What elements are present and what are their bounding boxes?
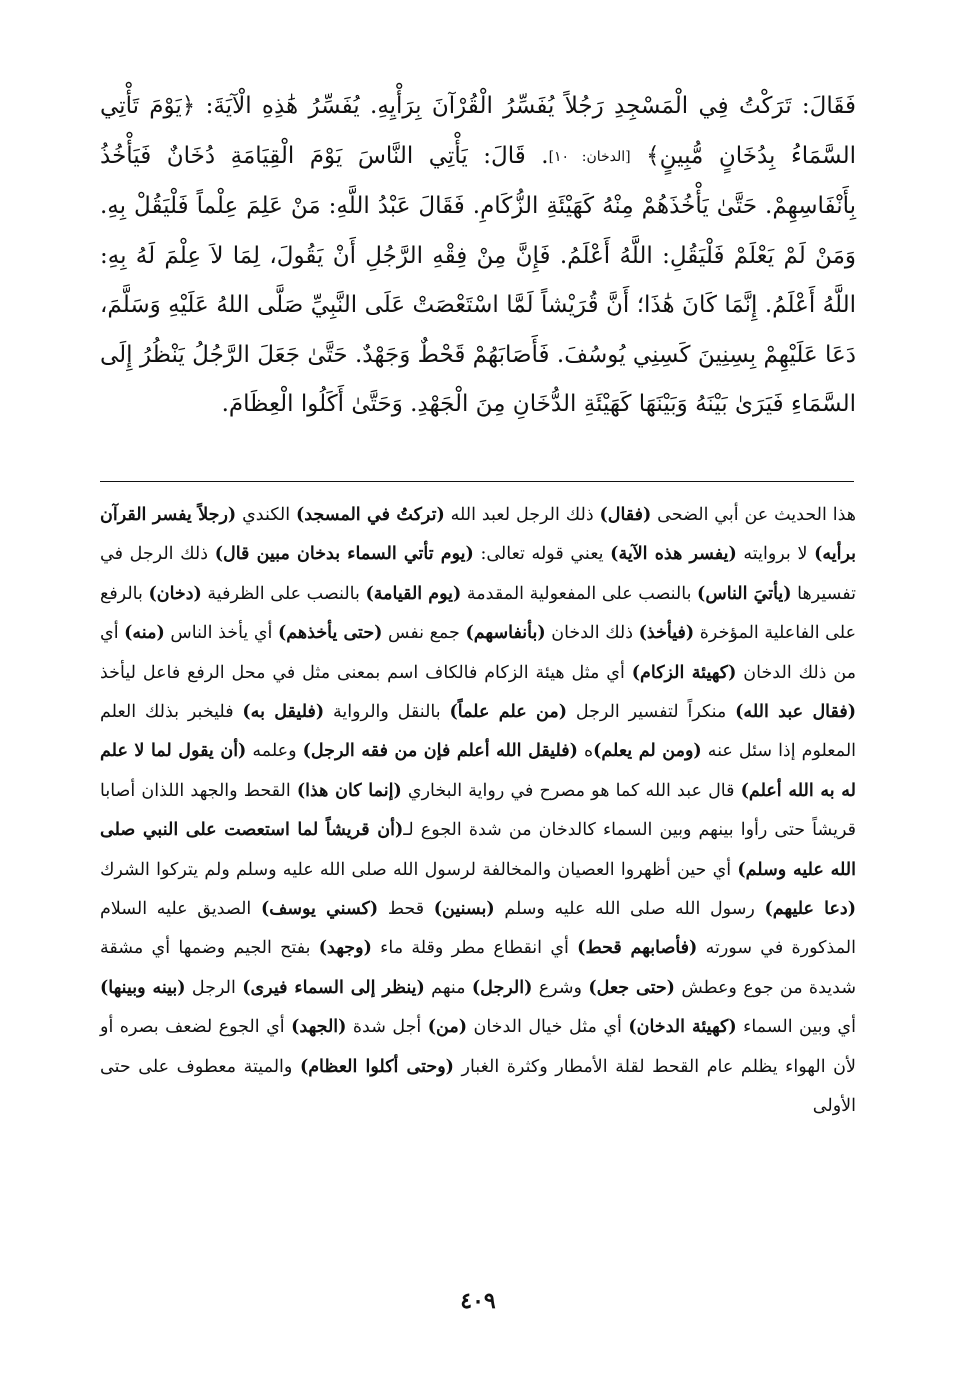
commentary-quote: (يوم تأتي السماء بدخان مبين قال) bbox=[214, 544, 474, 565]
verse-reference: [الدخان: ١٠] bbox=[548, 148, 631, 165]
commentary-segment: أي انقطاع مطر وقلة ماء bbox=[371, 938, 578, 959]
commentary-segment: يعني قوله تعالى: bbox=[473, 544, 611, 565]
commentary-quote: (رجلاً يفسر القرآن برأيه) bbox=[100, 505, 856, 565]
footnote-divider bbox=[100, 481, 854, 482]
commentary-quote: (حتى جعل) bbox=[588, 977, 675, 998]
commentary-quote: (دخان) bbox=[148, 583, 202, 604]
commentary-segment: قحط bbox=[378, 899, 434, 920]
hadith-paragraph bbox=[100, 82, 856, 430]
commentary-quote: (تركتُ في المسجد) bbox=[295, 505, 445, 525]
commentary-segment: وعلمه bbox=[246, 741, 303, 762]
commentary-segment: بفتح الجيم وضمها أي مشقة شديدة من جوع وعطش bbox=[100, 938, 857, 998]
commentary-quote: (فيأخذ) bbox=[638, 623, 695, 644]
commentary-quote: (الرجل) bbox=[471, 977, 533, 998]
commentary-segment: والميتة معطوف على حتى الأولى bbox=[100, 1056, 856, 1117]
commentary-segment: أي مثل هيئة الزكام فالكاف اسم بمعنى مثل في محل الرفع فاعل ليأخذ bbox=[100, 662, 632, 683]
commentary-quote: (من علم علماً) bbox=[449, 702, 568, 723]
commentary-quote: (كهيئة الزكام) bbox=[631, 662, 737, 683]
commentary-quote: (وجهد) bbox=[318, 938, 372, 959]
commentary-quote: (بأنفاسهم) bbox=[465, 623, 546, 644]
commentary-segment: بالنقل والرواية bbox=[324, 702, 450, 723]
commentary-quote: (ينظر إلى السماء فيرى) bbox=[242, 977, 425, 998]
commentary-segment: ذلك الرجل لعبد الله bbox=[444, 505, 600, 525]
commentary-quote: (فقال) bbox=[599, 505, 652, 525]
page-number: ٤٠٩ bbox=[460, 1288, 496, 1314]
commentary-segment: رسول الله صلى الله عليه وسلم bbox=[494, 899, 765, 920]
commentary-segment: أي مثل خيال الدخان bbox=[467, 1017, 629, 1038]
commentary-quote: (كسني يوسف) bbox=[260, 899, 379, 920]
commentary-quote: (الجهد) bbox=[291, 1017, 347, 1038]
commentary-text bbox=[100, 496, 856, 1127]
commentary-quote: (كهيئة الدخان) bbox=[628, 1017, 737, 1038]
commentary-segment: بالنصب على المفعولية المقدمة bbox=[461, 583, 698, 604]
commentary-quote: (إنما كان هذا) bbox=[296, 780, 402, 801]
commentary-quote: (أن قريشاً لما استعصت على النبي صلى الله عليه وسلم) bbox=[100, 820, 856, 880]
commentary-segment: فليخبر بذلك العلم المعلوم إذا سئل عنه bbox=[100, 702, 857, 762]
commentary-segment: قال عبد الله كما هو مصرح في رواية البخاري bbox=[401, 780, 741, 801]
commentary-quote: (منه) bbox=[124, 623, 165, 644]
commentary-segment: ذلك الرجل في تفسيرها bbox=[100, 544, 856, 604]
hadith-text-part-1: فَقَالَ: تَرَكْتُ فِي الْمَسْجِدِ رَجُلاً يُفَسِّرُ الْقُرْآنَ بِرَأْيِهِ. يُفَسِّرُ هَٰذِهِ الْآيَةَ: ﴿يَوْمَ تَأْتِي السَّمَاءُ بِدُخَانٍ مُّبِينٍ﴾ bbox=[100, 93, 857, 169]
commentary-paragraph bbox=[100, 496, 856, 1127]
commentary-segment: بالرفع على الفاعلية المؤخرة bbox=[100, 583, 857, 644]
commentary-quote: (حتى يأخذهم) bbox=[278, 623, 383, 644]
commentary-quote: (دعا عليهم) bbox=[764, 899, 856, 920]
commentary-quote: (بسنين) bbox=[433, 899, 495, 920]
commentary-quote: (فليقل به) bbox=[242, 702, 325, 723]
commentary-quote: (من) bbox=[427, 1017, 468, 1038]
commentary-segment: لا بروايته bbox=[736, 544, 815, 565]
commentary-segment: القحط والجهد اللذان أصابا قريشاً حتى رأوا بينهم وبين السماء كالدخان من شدة الجوع لـ bbox=[100, 780, 857, 841]
commentary-segment: الصديق عليه السلام المذكورة في سورته bbox=[100, 899, 857, 959]
hadith-text-part-2: . قَالَ: يَأْتِي النَّاسَ يَوْمَ الْقِيَامَةِ دُخَانٌ فَيَأْخُذُ بِأَنْفَاسِهِمْ. حَتَّىٰ يَأْخُذَهُمْ مِنْهُ كَهَيْئَةِ الزُّكَامِ. فَقَالَ عَبْدُ اللَّهِ: مَنْ عَلِمَ عِلْماً فَلْيَقُلْ بِهِ. وَمَنْ لَمْ يَعْلَمْ فَلْيَقُلِ: اللَّهُ أَعْلَمُ. فَإِنَّ مِنْ فِقْهِ الرَّجُلِ أَنْ يَقُولَ، لِمَا لاَ عِلْمَ لَهُ بِهِ: اللَّهُ أَعْلَمُ. إِنَّمَا كَانَ هَٰذَا؛ أَنَّ قُرَيْشاً لَمَّا اسْتَعْصَتْ عَلَى النَّبِيِّ صَلَّى اللهُ عَلَيْهِ وَسَلَّمَ، دَعَا عَلَيْهِمْ بِسِنِينَ كَسِنِي يُوسُفَ. فَأَصَابَهُمْ قَحْطٌ وَجَهْدٌ. حَتَّىٰ جَعَلَ الرَّجُلُ يَنْظُرُ إِلَى السَّمَاءِ فَيَرَىٰ بَيْنَهُ وَبَيْنَهَا كَهَيْئَةِ الدُّخَانِ مِنَ الْجَهْدِ. وَحَتَّىٰ أَكَلُوا الْعِظَامَ. bbox=[100, 142, 856, 417]
commentary-quote: (أن يقول لما لا علم له به الله أعلم) bbox=[100, 741, 857, 801]
commentary-quote: (ومن لم يعلم) bbox=[593, 741, 702, 762]
commentary-segment: هذا الحديث عن أبي الضحى bbox=[651, 505, 856, 525]
commentary-segment: وشرع bbox=[532, 977, 589, 998]
commentary-quote: (بينه وبينها) bbox=[100, 977, 186, 998]
commentary-segment: جمع نفس bbox=[382, 623, 466, 644]
hadith-text bbox=[100, 82, 856, 430]
commentary-quote: (وحتى أكلوا العظام) bbox=[299, 1056, 454, 1077]
commentary-segment: أي الجوع لضعف بصره أو لأن الهواء يظلم عام القحط لقلة الأمطار وكثرة الغبار bbox=[100, 1017, 856, 1077]
commentary-quote: (فأصابهم قحط) bbox=[577, 938, 698, 959]
commentary-segment: الكندي bbox=[236, 505, 296, 525]
commentary-segment: أجل شدة bbox=[346, 1017, 428, 1038]
commentary-segment: أي يأخذ الناس bbox=[164, 623, 278, 644]
commentary-segment: الرجل bbox=[185, 977, 243, 998]
commentary-quote: (يأتيَ الناس) bbox=[697, 583, 792, 604]
commentary-quote: (يوم القيامة) bbox=[365, 583, 462, 604]
commentary-quote: (فليقل الله أعلم فإن من فقه الرجل) bbox=[302, 741, 578, 762]
commentary-segment: أي حين أظهروا العصيان والمخالفة لرسول الله صلى الله عليه وسلم ولم يتركوا الشرك bbox=[100, 859, 738, 880]
commentary-segment: أي وبين السماء bbox=[736, 1017, 856, 1038]
commentary-segment: ذلك الدخان bbox=[545, 623, 639, 644]
commentary-segment: ه bbox=[577, 741, 594, 762]
commentary-segment: أي من ذلك الدخان bbox=[100, 623, 857, 683]
commentary-segment: منكراً لتفسير الرجل bbox=[567, 702, 736, 723]
commentary-quote: (فقال عبد الله) bbox=[735, 702, 856, 723]
commentary-segment: منهم bbox=[424, 977, 472, 998]
commentary-quote: (يفسر هذه الآية) bbox=[610, 544, 737, 565]
commentary-segment: بالنصب على الظرفية bbox=[201, 583, 366, 604]
